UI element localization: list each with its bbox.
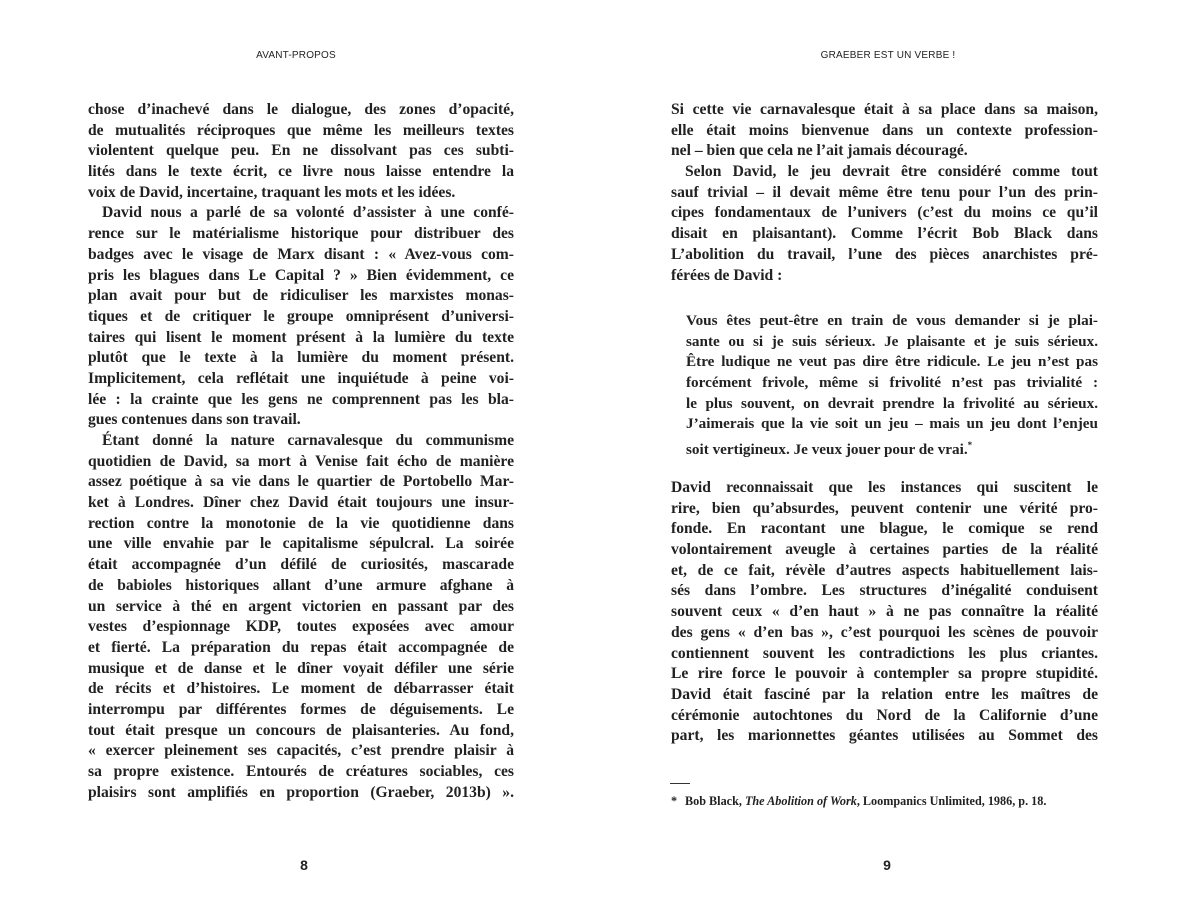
text-line: plaisirs sont amplifiés en proportion (Graeber, 2013b) ». (88, 783, 514, 801)
text-line: une ville envahie par le capitalisme sépulcral. La soirée (88, 535, 514, 553)
footnote-divider (670, 783, 690, 784)
text-line: « exercer pleinement ses capacités, c’est prendre plaisir à (88, 742, 514, 760)
text-line: chose d’inachevé dans le dialogue, des zones d’opacité, (88, 101, 514, 118)
text-line: cipes fondamentaux de l’univers (c’est du moins ce qu’il (671, 204, 1098, 222)
text-line: rection contre la monotonie de la vie quotidienne dans (88, 514, 514, 532)
footnote-marker: * (671, 794, 678, 808)
text-line: David nous a parlé de sa volonté d’assister à une confé- (102, 204, 514, 222)
quote-line: forcément frivole, même si frivolité n’est pas trivialité : (686, 374, 1098, 392)
quote-line: sante ou si je suis sérieux. Je plaisante et je suis sérieux. (686, 332, 1098, 350)
text-line: de mutualités réciproques que même les meilleurs textes (88, 121, 514, 139)
text-line: sauf trivial – il devait même être tenu pour l’un des prin- (671, 183, 1098, 201)
text-line: pris les blagues dans Le Capital ? » Bien évidemment, ce (88, 266, 514, 284)
text-line: contiennent souvent les contradictions les plus criantes. (671, 644, 1098, 662)
quote-last-text: soit vertigineux. Je veux jouer pour de vrai. (686, 441, 968, 459)
text-line: gues contenues dans son travail. (88, 411, 301, 429)
text-line: nel – bien que cela ne l’ait jamais découragé. (671, 142, 968, 160)
text-line: cérémonie autochtones du Nord de la Californie d’une (671, 706, 1098, 724)
text-line: sés dans l’ombre. Les structures d’inégalité conduisent (671, 582, 1098, 600)
quote-line: Être ludique ne veut pas dire être ridicule. Le jeu n’est pas (686, 353, 1098, 371)
text-line: rire, bien qu’absurdes, peuvent contenir une vérité pro- (671, 499, 1098, 517)
text-line: plan avait pour but de ridiculiser les marxistes monas- (88, 287, 514, 305)
text-line: Si cette vie carnavalesque était à sa place dans sa maison, (671, 101, 1098, 118)
text-line: lée : la crainte que les gens ne comprennent pas les bla- (88, 390, 514, 408)
footnote-reference[interactable]: * (967, 440, 973, 451)
text-line: lités dans le texte écrit, ce livre nous laisse entendre la (88, 163, 514, 181)
running-head: GRAEBER EST UN VERBE ! (820, 50, 956, 61)
text-line: un service à thé en argent victorien en passant par des (88, 597, 514, 615)
text-line: Étant donné la nature carnavalesque du communisme (102, 432, 514, 449)
text-line: Implicitement, cela reflétait une inquiétude à peine voi- (88, 369, 514, 387)
text-line: ket à Londres. Dîner chez David était toujours une insur- (88, 494, 514, 512)
page-number: 9 (883, 857, 891, 873)
text-line: interrompu par différentes formes de déguisements. Le (88, 700, 514, 718)
body-text (88, 100, 514, 803)
text-line: souvent ceux « d’en haut » à ne pas connaître la réalité (671, 603, 1098, 621)
text-line: de récits et d’histoires. Le moment de débarrasser était (88, 680, 514, 698)
text-line: David reconnaissait que les instances qui suscitent le (671, 479, 1098, 496)
text-line: des gens « d’en bas », c’est pourquoi les scènes de pouvoir (671, 623, 1098, 641)
text-line: et fierté. La préparation du repas était accompagnée de (88, 638, 514, 656)
text-line: tiques et de critiquer le groupe omniprésent d’universi- (88, 307, 514, 325)
right-page (592, 0, 1184, 912)
quote-line: le plus souvent, on devrait prendre la frivolité au sérieux. (686, 394, 1098, 412)
text-line: vestes d’espionnage KDP, toutes exposées avec amour (88, 618, 514, 636)
text-line: David était fasciné par la relation entre les maîtres de (671, 685, 1098, 703)
text-line: disait en plaisantant). Comme l’écrit Bob Black dans (671, 225, 1098, 243)
text-line: plutôt que le texte à la lumière du moment présent. (88, 349, 514, 367)
quote-line: Vous êtes peut-être en train de vous demander si je plai- (686, 312, 1098, 329)
text-line: férées de David : (671, 266, 783, 284)
text-line: et, de ce fait, révèle d’autres aspects habituellement lais- (671, 561, 1098, 579)
text-line: elle était moins bienvenue dans un contexte profession- (671, 121, 1098, 139)
text-line: Selon David, le jeu devrait être considéré comme tout (685, 163, 1098, 181)
text-line: L’abolition du travail, l’une des pièces anarchistes pré- (671, 245, 1098, 263)
quote-line (686, 435, 1098, 459)
text-line: de babioles historiques allant d’une armure afghane à (88, 576, 514, 594)
text-line: fonde. En racontant une blague, le comique se rend (671, 520, 1098, 538)
text-line: violentent quelque peu. En ne dissolvant pas ces subti- (88, 142, 514, 160)
footnote (671, 794, 1101, 809)
block-quote (686, 311, 1098, 459)
text-line: badges avec le visage de Marx disant : « Avez-vous com- (88, 245, 514, 263)
footnote-title: The Abolition of Work (744, 794, 857, 808)
text-line: part, les marionnettes géantes utilisées au Sommet des (671, 727, 1098, 745)
text-line: quotidien de David, sa mort à Venise fait écho de manière (88, 452, 514, 470)
body-text-after-quote (671, 478, 1098, 747)
text-line: voix de David, incertaine, traquant les mots et les idées. (88, 183, 456, 201)
page-number: 8 (300, 857, 308, 873)
text-line: taires qui lisent le moment présent à la lumière du texte (88, 328, 514, 346)
text-line: était accompagnée d’un défilé de curiosités, mascarade (88, 556, 514, 574)
body-text-before-quote (671, 100, 1098, 286)
text-line: sa propre existence. Entourés de créatures sociables, ces (88, 763, 514, 780)
running-head: AVANT-PROPOS (256, 50, 336, 61)
footnote-author: Bob Black, (685, 794, 745, 808)
text-line: musique et de danse et le dîner voyait défiler une série (88, 659, 514, 677)
text-line: volontairement aveugle à certaines parties de la réalité (671, 541, 1098, 559)
quote-line: J’aimerais que la vie soit un jeu – mais un jeu dont l’enjeu (686, 415, 1098, 433)
text-line: Le rire force le pouvoir à contempler sa propre stupidité. (671, 665, 1098, 683)
text-line: assez poétique à sa vie dans le quartier de Portobello Mar- (88, 473, 514, 491)
text-line: tout était presque un concours de plaisanteries. Au fond, (88, 721, 514, 739)
footnote-details: , Loompanics Unlimited, 1986, p. 18. (856, 794, 1047, 808)
text-line: rence sur le matérialisme historique pour distribuer des (88, 225, 514, 243)
